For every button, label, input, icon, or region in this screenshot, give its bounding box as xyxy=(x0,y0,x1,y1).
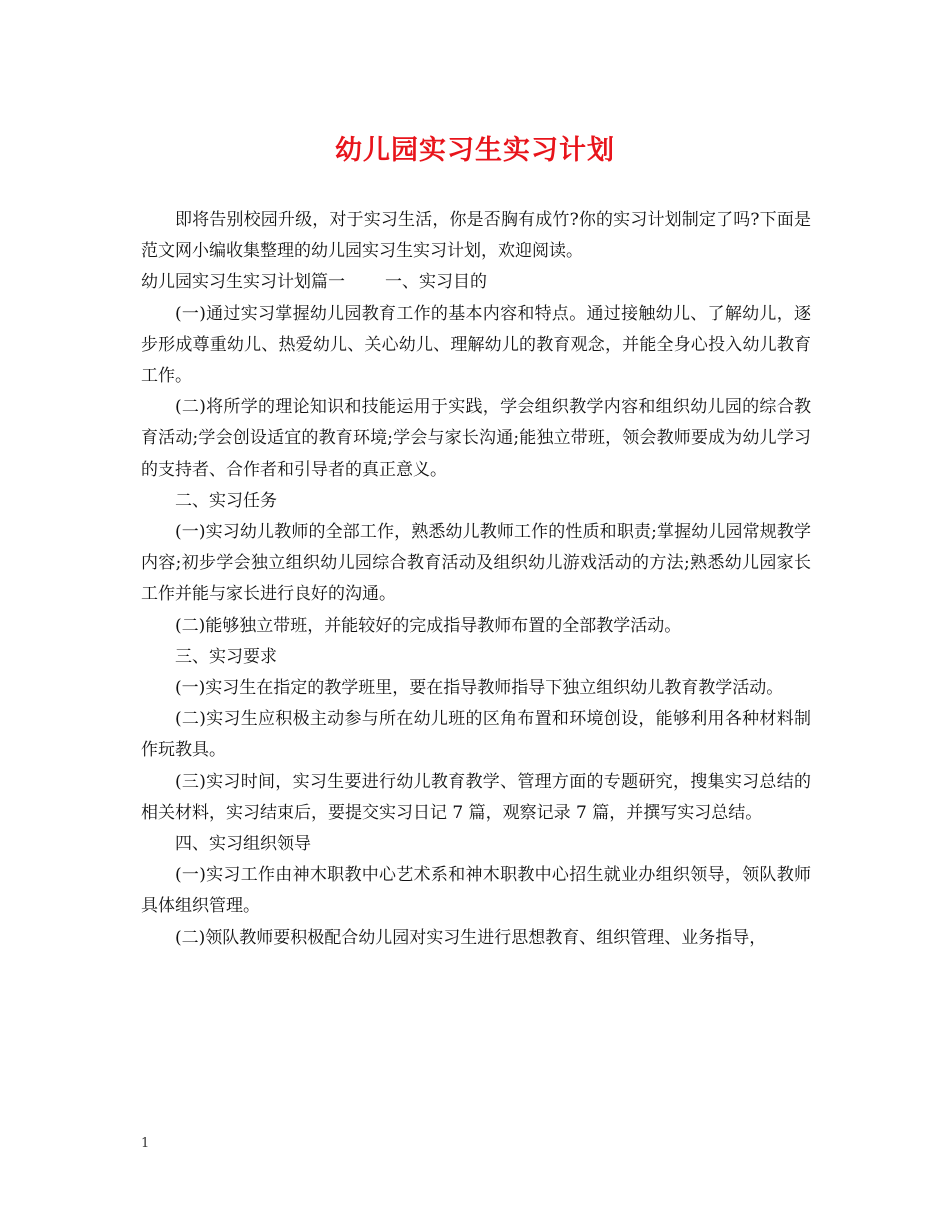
section-heading-4: 四、实习组织领导 xyxy=(175,834,311,855)
paragraph-task-1: (一)实习幼儿教师的全部工作，熟悉幼儿教师工作的性质和职责;掌握幼儿园常规教学内容;初步学会独立组织幼儿园综合教育活动及组织幼儿游戏活动的方法;熟悉幼儿园家长工作并能与家长进行良好的沟通。 xyxy=(141,522,811,605)
paragraph-purpose-1: (一)通过实习掌握幼儿园教育工作的基本内容和特点。通过接触幼儿、了解幼儿，逐步形成尊重幼儿、热爱幼儿、关心幼儿、理解幼儿的教育观念，并能全身心投入幼儿教育工作。 xyxy=(141,303,811,387)
paragraph-requirement-3: (三)实习时间，实习生要进行幼儿教育教学、管理方面的专题研究，搜集实习总结的相关材料，实习结束后，要提交实习日记 7 篇，观察记录 7 篇，并撰写实习总结。 xyxy=(141,771,811,823)
section-heading-3: 三、实习要求 xyxy=(175,646,277,667)
section-heading-2: 二、实习任务 xyxy=(175,490,277,511)
paragraph-leadership-1: (一)实习工作由神木职教中心艺术系和神木职教中心招生就业办组织领导，领队教师具体组织管理。 xyxy=(141,865,811,917)
paragraph-requirement-2: (二)实习生应积极主动参与所在幼儿班的区角布置和环境创设，能够利用各种材料制作玩教具。 xyxy=(141,709,811,761)
paragraph-purpose-2: (二)将所学的理论知识和技能运用于实践，学会组织教学内容和组织幼儿园的综合教育活动;学会创设适宜的教育环境;学会与家长沟通;能独立带班，领会教师要成为幼儿学习的支持者、合作者和引导者的真正意义。 xyxy=(141,397,811,480)
section-heading-line xyxy=(141,267,811,298)
document-body xyxy=(141,205,811,954)
section-heading-1: 一、实习目的 xyxy=(385,272,487,293)
paragraph-requirement-1: (一)实习生在指定的教学班里，要在指导教师指导下独立组织幼儿教育教学活动。 xyxy=(175,678,784,699)
page-number: 1 xyxy=(141,1136,150,1151)
document-title: 幼儿园实习生实习计划 xyxy=(335,135,615,166)
paragraph-task-2: (二)能够独立带班，并能较好的完成指导教师布置的全部教学活动。 xyxy=(175,615,682,636)
intro-paragraph: 即将告别校园升级，对于实习生活，你是否胸有成竹?你的实习计划制定了吗?下面是范文网小编收集整理的幼儿园实习生实习计划，欢迎阅读。 xyxy=(141,210,811,262)
paragraph-leadership-2: (二)领队教师要积极配合幼儿园对实习生进行思想教育、组织管理、业务指导， xyxy=(175,927,767,948)
chapter-title: 幼儿园实习生实习计划篇一 xyxy=(141,272,345,293)
